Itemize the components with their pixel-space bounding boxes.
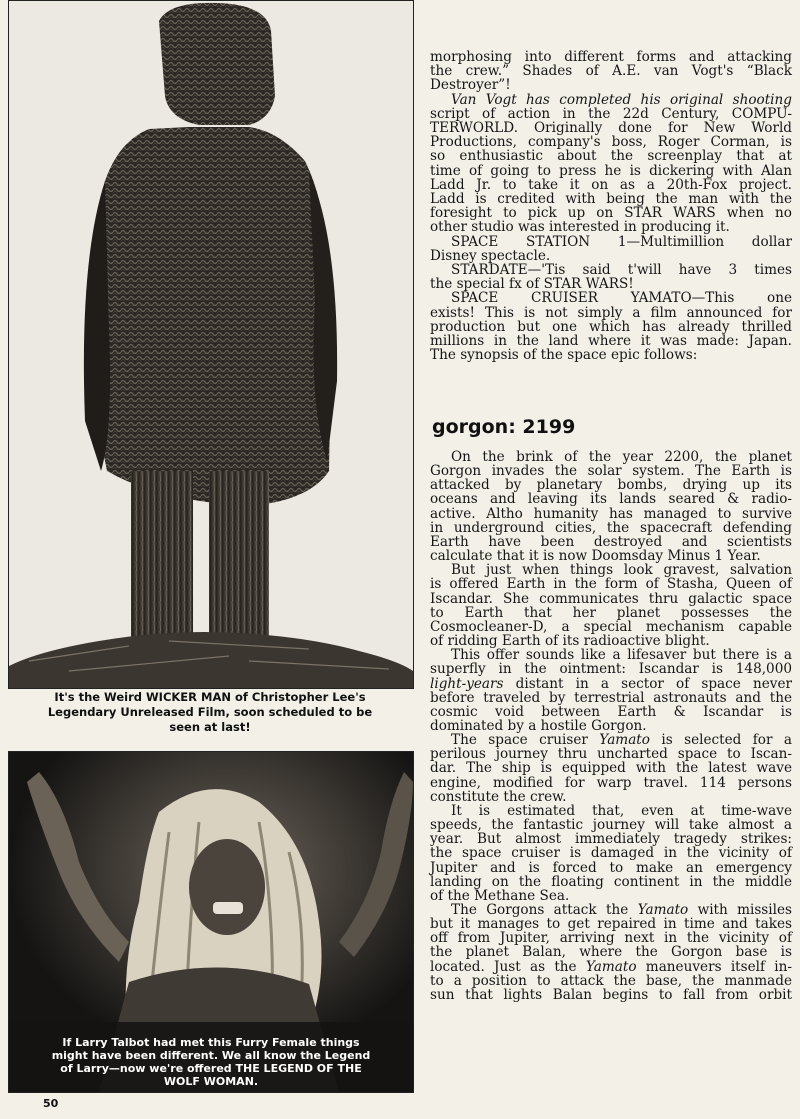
text-line: calculate that it is now Doomsday Minus 1 Year. [430,548,761,565]
text-line: active. Altho humanity has managed to survive [430,505,792,522]
text-line: dominated by a hostile Gorgon. [430,717,647,734]
text-line: landing on the floating continent in the middle [430,873,792,890]
text-line: to Earth that her planet possesses the [430,604,792,621]
text-line: The Gorgons attack the Yamato with missiles [451,902,793,918]
text-line: perilous journey thru uncharted space to Iscan- [430,746,792,763]
text-line: of ridding Earth of its radioactive blight. [430,633,710,650]
text-line: The synopsis of the space epic follows: [430,347,698,364]
wicker-man-photo [8,0,414,689]
text-line: the planet Balan, where the Gorgon base is [430,944,792,961]
text-line: before traveled by terrestrial astronauts and the [430,689,792,706]
text-line: Gorgon invades the solar system. The Earth is [430,463,792,480]
caption-line: If Larry Talbot had met this Furry Female things [62,1036,360,1049]
text-line: Destroyer”! [430,77,511,94]
text-line: but it manages to get repaired in time and takes [430,916,792,933]
text-line: is offered Earth in the form of Stasha, Queen of [430,576,792,593]
text-line: the crew.” Shades of A.E. van Vogt's “Black [430,63,792,80]
text-line: light-years distant in a sector of space never [430,675,792,692]
text-line: dar. The ship is equipped with the latest wave [430,760,792,777]
caption-line: might have been different. We all know the Legend [51,1049,371,1062]
italic-run: light-years [430,675,504,692]
text-line: Disney spectacle. [430,247,551,264]
text-line: in underground cities, the spacecraft defending [430,519,792,536]
text-line: Ladd Jr. to take it on as a 20th-Fox project. [430,176,792,193]
italic-run: Van Vogt has completed his original shooting [451,91,792,108]
article-column-body [430,450,792,1002]
caption-line: WOLF WOMAN. [163,1075,259,1088]
text-line: the space cruiser is damaged in the vicinity of [430,845,792,862]
text-line: millions in the land where it was made: Japan. [430,333,792,350]
wicker-man-caption [8,690,412,735]
text-line: speeds, the fantastic journey will take almost a [430,817,792,834]
text-line: to a position to attack the base, the manmade [430,972,792,989]
caption-line: Legendary Unreleased Film, soon scheduled to be [47,705,373,719]
text-line: exists! This is not simply a film announced for [430,304,792,321]
text-line: script of action in the 22d Century, COMPU- [430,105,792,122]
text-line: Jupiter and is forced to make an emergency [430,859,792,876]
text-line: It is estimated that, even at time-wave [451,802,792,819]
text-line: constitute the crew. [430,788,567,805]
text-line: Iscandar. She communicates thru galactic space [430,590,792,607]
text-line: year. But almost immediately tragedy strikes: [430,831,792,848]
page-number: 50 [43,1097,59,1110]
wolf-woman-caption [16,1036,406,1088]
text-line: The space cruiser Yamato is selected for a [451,732,792,749]
text-line: other studio was interested in producing it. [430,219,730,236]
text-line: oceans and leaving its lands seared & radio- [430,491,792,508]
text-line: sun that lights Balan begins to fall from orbit [430,986,792,1003]
text-line: attacked by planetary bombs, drying up its [430,477,792,494]
text-line: This offer sounds like a lifesaver but there is a [451,647,792,664]
text-line: morphosing into different forms and attacking [430,49,792,65]
italic-run: Yamato [637,902,689,918]
italic-run: Yamato [585,958,637,975]
text-line: superfly in the ointment: Iscandar is 148,000 [430,661,792,678]
text-line: located. Just as the Yamato maneuvers itself in- [430,958,792,975]
wicker-man-image [9,1,413,688]
text-line: Cosmocleaner-D, a special mechanism capable [430,618,792,635]
section-heading: gorgon: 2199 [432,416,576,438]
text-line: TERWORLD. Originally done for New World [430,120,792,137]
text-line: off from Jupiter, arriving next in the vicinity of [430,930,792,947]
text-line: engine, modified for warp travel. 114 persons [430,774,792,791]
caption-line: of Larry—now we're offered THE LEGEND OF THE [60,1062,362,1075]
text-line: Earth have been destroyed and scientists [430,533,792,550]
text-line: On the brink of the year 2200, the planet [451,449,792,465]
text-line [430,93,792,107]
text-line: production but one which has already thrilled [430,318,792,335]
caption-line: It's the Weird WICKER MAN of Christopher Lee's [54,690,366,704]
text-line: the special fx of STAR WARS! [430,276,634,293]
text-line: foresight to pick up on STAR WARS when no [430,205,792,222]
text-line: so enthusiastic about the screenplay that at [430,148,792,165]
text-line: cosmic void between Earth & Iscandar is [430,703,792,720]
text-line: But just when things look gravest, salvation [451,562,792,579]
text-line: STARDATE—'Tis said t'will have 3 times [451,262,792,279]
caption-line: seen at last! [169,720,251,734]
article-column-top [430,50,792,362]
text-line: Ladd is credited with being the man with the [430,191,792,208]
text-line: of the Methane Sea. [430,887,570,904]
text-line: SPACE CRUISER YAMATO—This one [451,290,792,307]
text-line: Productions, company's boss, Roger Corman, is [430,134,792,151]
text-line: time of going to press he is dickering with Alan [430,162,792,179]
text-line: SPACE STATION 1—Multimillion dollar [451,233,792,250]
italic-run: Yamato [599,732,650,749]
